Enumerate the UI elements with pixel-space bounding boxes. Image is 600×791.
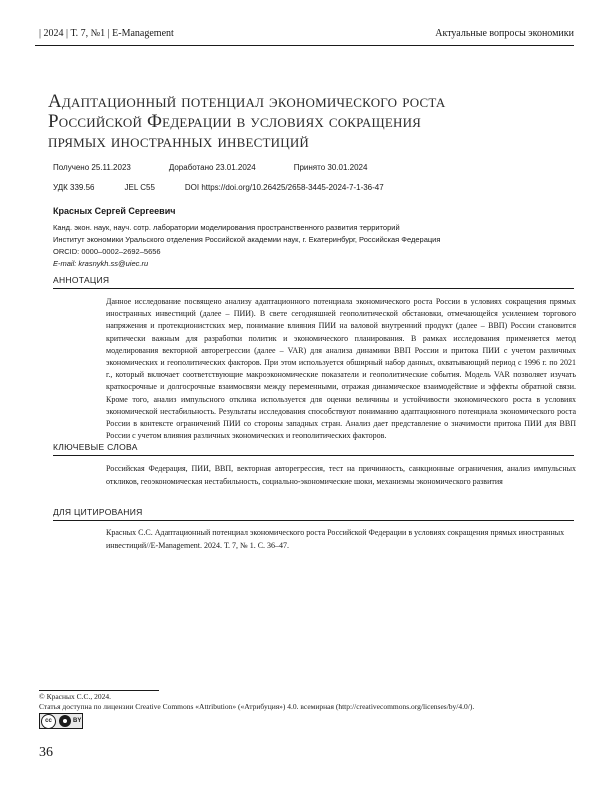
accepted-date: Принято 30.01.2024 [293, 163, 368, 172]
keywords-divider [53, 455, 574, 456]
title-line-3: прямых иностранных инвестиций [48, 131, 309, 152]
received-date: Получено 25.11.2023 [53, 163, 131, 172]
doi-link[interactable]: DOI https://doi.org/10.26425/2658-3445-2024-7-1-36-47 [184, 183, 384, 192]
citation-heading: ДЛЯ ЦИТИРОВАНИЯ [53, 507, 143, 517]
udc-code: УДК 339.56 [53, 183, 95, 192]
title-line-2: Российской Федерации в условиях сокращения [48, 111, 422, 132]
abstract-divider [53, 288, 574, 289]
identifiers-row [53, 183, 414, 192]
abstract-text: Данное исследование посвящено анализу адаптационного потенциала экономического роста России в условиях сокращения прямых иностранных инвестиций (далее – ПИИ). В свете сегодняшней геополитической обстановки, отмечающейся усилением торгового напряжения и протекционистских мер, понимание влияния ПИИ на валовой внутренний продукт (далее – ВВП) России становится критически важным для разработки политик и экономического планирования. В рамках исследования применяется метод моделирования векторной авторегрессии (далее – VAR) для анализа динамики ВВП России и притока ПИИ с учетом различных экономических и геополитических факторов. При этом используется обширный набор данных, охватывающий период с 1996 г. по 2021 г., который включает соответствующие макроэкономические показатели и геополитические события. Модель VAR позволяет изучать краткосрочные и долгосрочные взаимосвязи между переменными, отражая динамическое взаимодействие и эффекты обратной связи. Кроме того, анализ импульсного отклика используется для оценки величины и устойчивости экономического роста в условиях экономической нестабильность. Результаты исследования способствуют пониманию адаптационного потенциала экономического роста России в контексте ограничений ПИИ со стороны западных стран. Анализ дает представление о значимости притока ПИИ для ВВП России с учетом влияния различных экономических и геополитических факторов. [106, 297, 576, 441]
citation-text: Красных С.С. Адаптационный потенциал экономического роста Российской Федерации в условиях сокращения прямых иностранных инвестиций//E-Management. 2024. Т. 7, № 1. С. 36–47. [106, 528, 565, 550]
copyright-notice: © Красных С.С., 2024. [39, 692, 112, 701]
author-email[interactable]: E-mail: krasnykh.ss@uiec.ru [53, 259, 149, 268]
citation-divider [53, 520, 574, 521]
author-name: Красных Сергей Сергеевич [53, 206, 176, 216]
creative-commons-icon: cc [41, 714, 56, 729]
page-number: 36 [39, 745, 53, 760]
running-header [39, 28, 574, 39]
section-name: Актуальные вопросы экономики [435, 28, 574, 39]
keywords-text: Российская Федерация, ПИИ, ВВП, векторная авторегрессия, тест на причинность, санкционные ограничения, анализ импульсных откликов, геоэкономическая нестабильность, социально-экономические шоки, механизмы экономического развития [106, 464, 576, 486]
jel-code: JEL C55 [124, 183, 155, 192]
attribution-person-icon [59, 715, 71, 727]
license-notice: Статья доступна по лицензии Creative Commons «Attribution» («Атрибуция») 4.0. всемирная (http://creativecommons.org/licenses/by/4.0/). [39, 702, 475, 711]
dates-row [53, 163, 405, 172]
keywords-heading: КЛЮЧЕВЫЕ СЛОВА [53, 442, 138, 452]
author-orcid[interactable]: ORCID: 0000–0002–2692–5656 [53, 247, 161, 256]
header-divider [35, 45, 574, 46]
article-title [48, 92, 518, 152]
cc-by-badge[interactable] [39, 713, 83, 729]
abstract-heading: АННОТАЦИЯ [53, 275, 110, 285]
author-institution: Институт экономики Уральского отделения Российской академии наук, г. Екатеринбург, Российская Федерация [53, 235, 441, 244]
author-position: Канд. экон. наук, науч. сотр. лаборатории моделирования пространственного развития территорий [53, 223, 400, 232]
footnote-divider [39, 690, 159, 691]
revised-date: Доработано 23.01.2024 [168, 163, 256, 172]
title-line-1: Адаптационный потенциал экономического роста [48, 91, 446, 112]
journal-info: | 2024 | Т. 7, №1 | E-Management [39, 28, 174, 39]
cc-by-label: BY [73, 718, 82, 724]
